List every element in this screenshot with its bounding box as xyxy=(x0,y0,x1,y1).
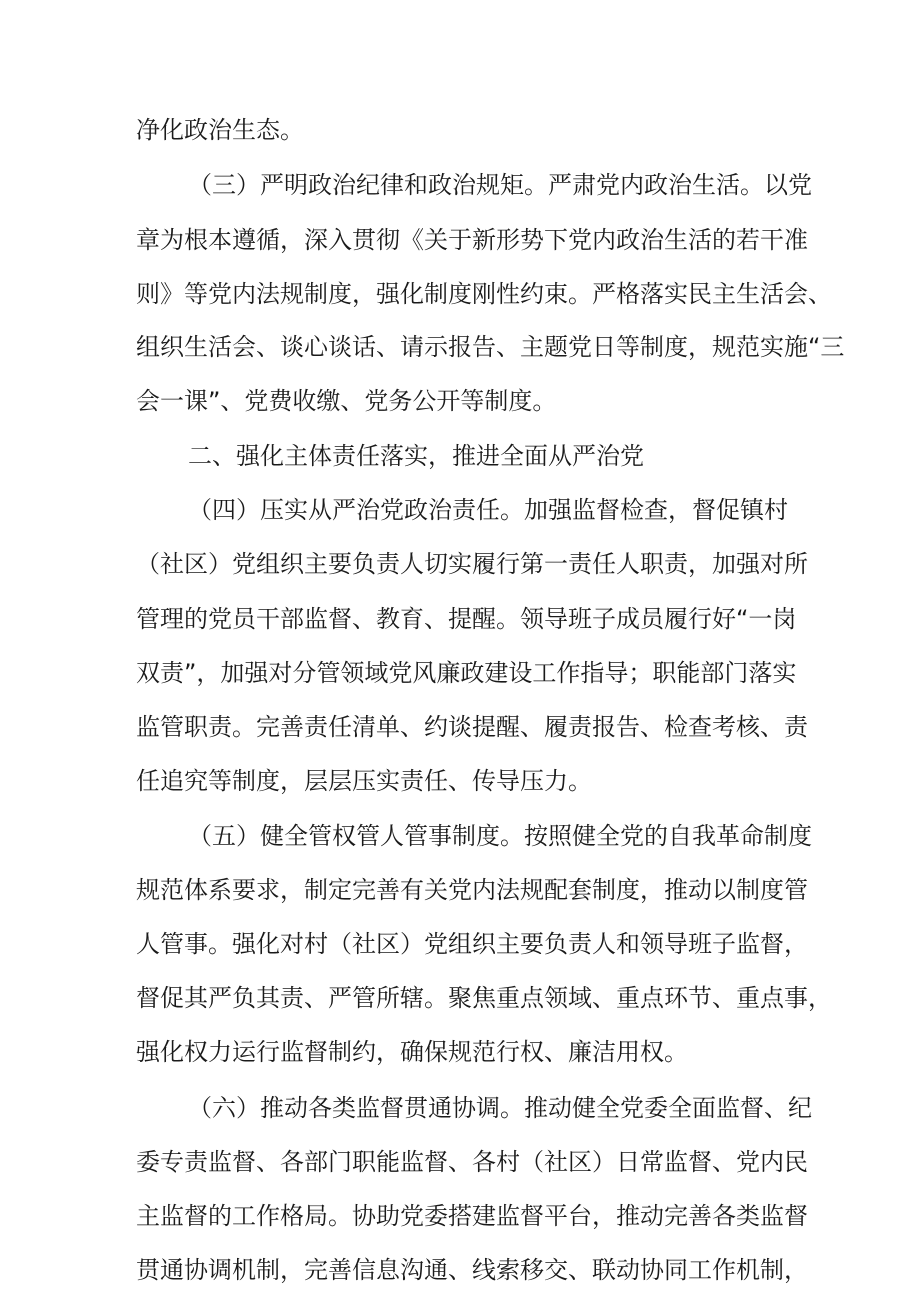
text-line xyxy=(0,1086,920,1130)
line-text: 委专责监督、各部门职能监督、各村（社区）日常监督、党内民 xyxy=(136,1148,808,1176)
line-text: （三）严明政治纪律和政治规矩。严肃党内政治生活。以党 xyxy=(188,171,812,199)
text-line xyxy=(0,705,920,749)
line-text: （六）推动各类监督贯通协调。推动健全党委全面监督、纪 xyxy=(188,1094,812,1122)
text-line xyxy=(0,651,920,695)
line-text: 规范体系要求，制定完善有关党内法规配套制度，推动以制度管 xyxy=(136,876,808,904)
text-line xyxy=(0,542,920,586)
text-line xyxy=(0,976,920,1020)
text-line xyxy=(0,1194,920,1238)
line-text: （五）健全管权管人管事制度。按照健全党的自我革命制度 xyxy=(188,822,812,850)
text-line xyxy=(0,814,920,858)
line-text: 章为根本遵循，深入贯彻《关于新形势下党内政治生活的若干准 xyxy=(136,226,808,254)
line-text: 任追究等制度，层层压实责任、传导压力。 xyxy=(136,767,592,795)
line-text: 组织生活会、谈心谈话、请示报告、主题党日等制度，规范实施“三 xyxy=(136,333,845,361)
line-text: 管理的党员干部监督、教育、提醒。领导班子成员履行好“一岗 xyxy=(136,605,797,633)
text-line xyxy=(0,868,920,912)
text-line xyxy=(0,272,920,316)
text-line xyxy=(0,597,920,641)
text-line xyxy=(0,922,920,966)
text-line xyxy=(0,108,920,152)
text-line xyxy=(0,1030,920,1074)
line-text: 强化权力运行监督制约，确保规范行权、廉洁用权。 xyxy=(136,1038,688,1066)
text-line xyxy=(0,488,920,532)
text-line xyxy=(0,1140,920,1184)
line-text: 人管事。强化对村（社区）党组织主要负责人和领导班子监督， xyxy=(136,930,808,958)
line-text: 净化政治生态。 xyxy=(136,116,304,144)
section-heading xyxy=(0,434,920,478)
text-line xyxy=(0,163,920,207)
line-text: 贯通协调机制，完善信息沟通、线索移交、联动协同工作机制， xyxy=(136,1256,808,1284)
line-text: 主监督的工作格局。协助党委搭建监督平台，推动完善各类监督 xyxy=(136,1202,808,1230)
line-text: 监管职责。完善责任清单、约谈提醒、履责报告、检查考核、责 xyxy=(136,713,808,741)
text-line xyxy=(0,1248,920,1292)
line-text: 会一课”、党费收缴、党务公开等制度。 xyxy=(136,387,557,415)
text-line xyxy=(0,759,920,803)
text-line xyxy=(0,379,920,423)
line-text: 则》等党内法规制度，强化制度刚性约束。严格落实民主生活会、 xyxy=(136,280,832,308)
line-text: （四）压实从严治党政治责任。加强监督检查，督促镇村 xyxy=(188,496,788,524)
line-text: 督促其严负其责、严管所辖。聚焦重点领域、重点环节、重点事， xyxy=(136,984,832,1012)
section-heading-text: 二、强化主体责任落实，推进全面从严治党 xyxy=(188,442,644,470)
text-line xyxy=(0,218,920,262)
text-line xyxy=(0,325,920,369)
line-text: 双责”，加强对分管领域党风廉政建设工作指导；职能部门落实 xyxy=(136,659,797,687)
line-text: （社区）党组织主要负责人切实履行第一责任人职责，加强对所 xyxy=(136,550,808,578)
